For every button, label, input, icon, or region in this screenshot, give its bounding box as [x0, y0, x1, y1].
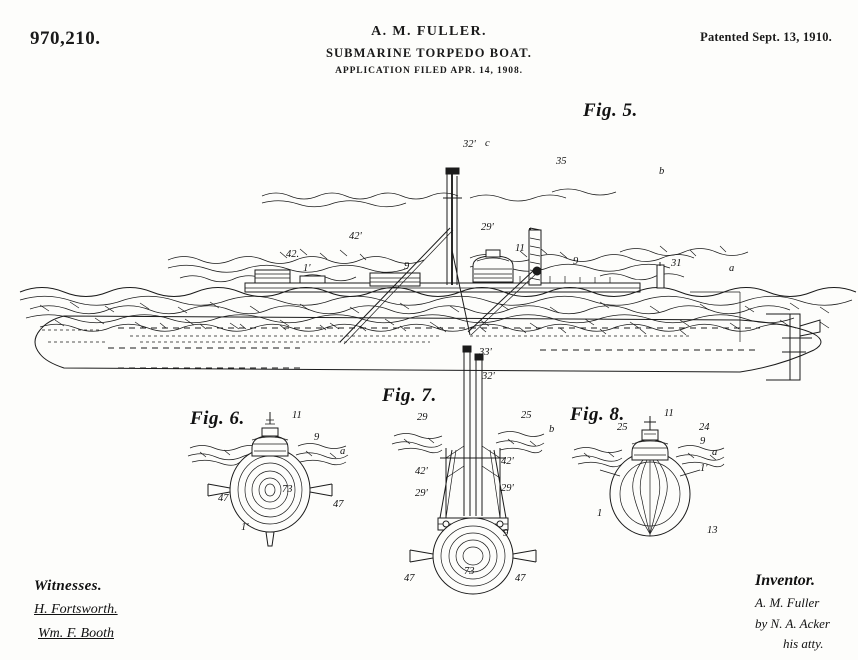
fig6-ref-47-right: 47: [333, 499, 344, 510]
witnesses-block: [34, 578, 118, 642]
fig7-ref-9: 9: [503, 528, 509, 539]
fig6-ref-11: 11: [292, 410, 302, 421]
ref-42: 42.: [286, 249, 300, 260]
fig7-ref-33prime: 33': [479, 347, 492, 358]
ref-a: a: [729, 263, 735, 274]
ref-31: 31: [671, 258, 682, 269]
figure-7-label: Fig. 7.: [382, 385, 437, 406]
fig7-ref-29: 29: [417, 412, 428, 423]
fig7-ref-47-right: 47: [515, 573, 526, 584]
figure-5-label: Fig. 5.: [583, 100, 638, 121]
fig7-ref-42prime-left: 42': [415, 466, 428, 477]
figure-7-drawing: [380, 338, 560, 598]
fig8-ref-1: 1: [597, 508, 603, 519]
fig6-ref-47-left: 47: [218, 493, 229, 504]
attorney-role: his atty.: [783, 636, 824, 651]
witnesses-label: Witnesses.: [34, 578, 103, 594]
fig6-ref-a: a: [340, 446, 346, 457]
ref-1prime: 1': [303, 263, 311, 274]
fig7-ref-47-left: 47: [404, 573, 415, 584]
fig8-ref-25: 25: [617, 422, 628, 433]
witness-signature-2: Wm. F. Booth: [38, 626, 114, 641]
ref-9-right: 9: [573, 256, 579, 267]
fig8-ref-11: 11: [664, 408, 674, 419]
header-center-block: [0, 24, 858, 76]
fig7-ref-29prime-right: 29': [501, 483, 514, 494]
ref-42prime: 42': [349, 231, 362, 242]
patent-date: Patented Sept. 13, 1910.: [700, 30, 832, 44]
inventor-label: Inventor.: [755, 572, 816, 589]
ref-c: c: [485, 138, 490, 149]
fig7-ref-25: 25: [521, 410, 532, 421]
fig8-ref-1prime: 1': [700, 463, 708, 474]
application-filed-line: APPLICATION FILED APR. 14, 1908.: [335, 66, 523, 76]
fig6-ref-9: 9: [314, 432, 320, 443]
inventor-block: [755, 572, 830, 652]
ref-35: 35: [556, 156, 567, 167]
attorney-by-line: by N. A. Acker: [755, 616, 830, 631]
inventor-signature: A. M. Fuller: [755, 595, 820, 610]
fig7-ref-42prime-right: 42': [501, 456, 514, 467]
fig7-ref-73: 73: [464, 566, 475, 577]
fig8-ref-24: 24: [699, 422, 710, 433]
figure-8-label: Fig. 8.: [570, 404, 625, 425]
fig8-ref-9: 9: [700, 436, 706, 447]
ref-b: b: [659, 166, 665, 177]
fig7-ref-32prime: 32': [482, 371, 495, 382]
document-title: SUBMARINE TORPEDO BOAT.: [325, 46, 532, 60]
figure-6-label: Fig. 6.: [190, 408, 245, 429]
inventor-name: A. M. FULLER.: [371, 24, 487, 39]
fig8-ref-13: 13: [707, 525, 718, 536]
ref-29prime: 29': [481, 222, 494, 233]
ref-9-left: 9: [404, 261, 410, 272]
ref-32prime: 32': [463, 139, 476, 150]
witness-signature-1: H. Fortsworth.: [34, 602, 118, 617]
fig6-ref-73: 73: [282, 484, 293, 495]
fig7-ref-b: b: [549, 424, 555, 435]
fig8-ref-a: a: [712, 447, 718, 458]
ref-11: 11: [515, 243, 525, 254]
fig7-ref-29prime-left: 29': [415, 488, 428, 499]
fig6-ref-1prime: 1': [241, 522, 249, 533]
patent-number: 970,210.: [30, 28, 101, 49]
